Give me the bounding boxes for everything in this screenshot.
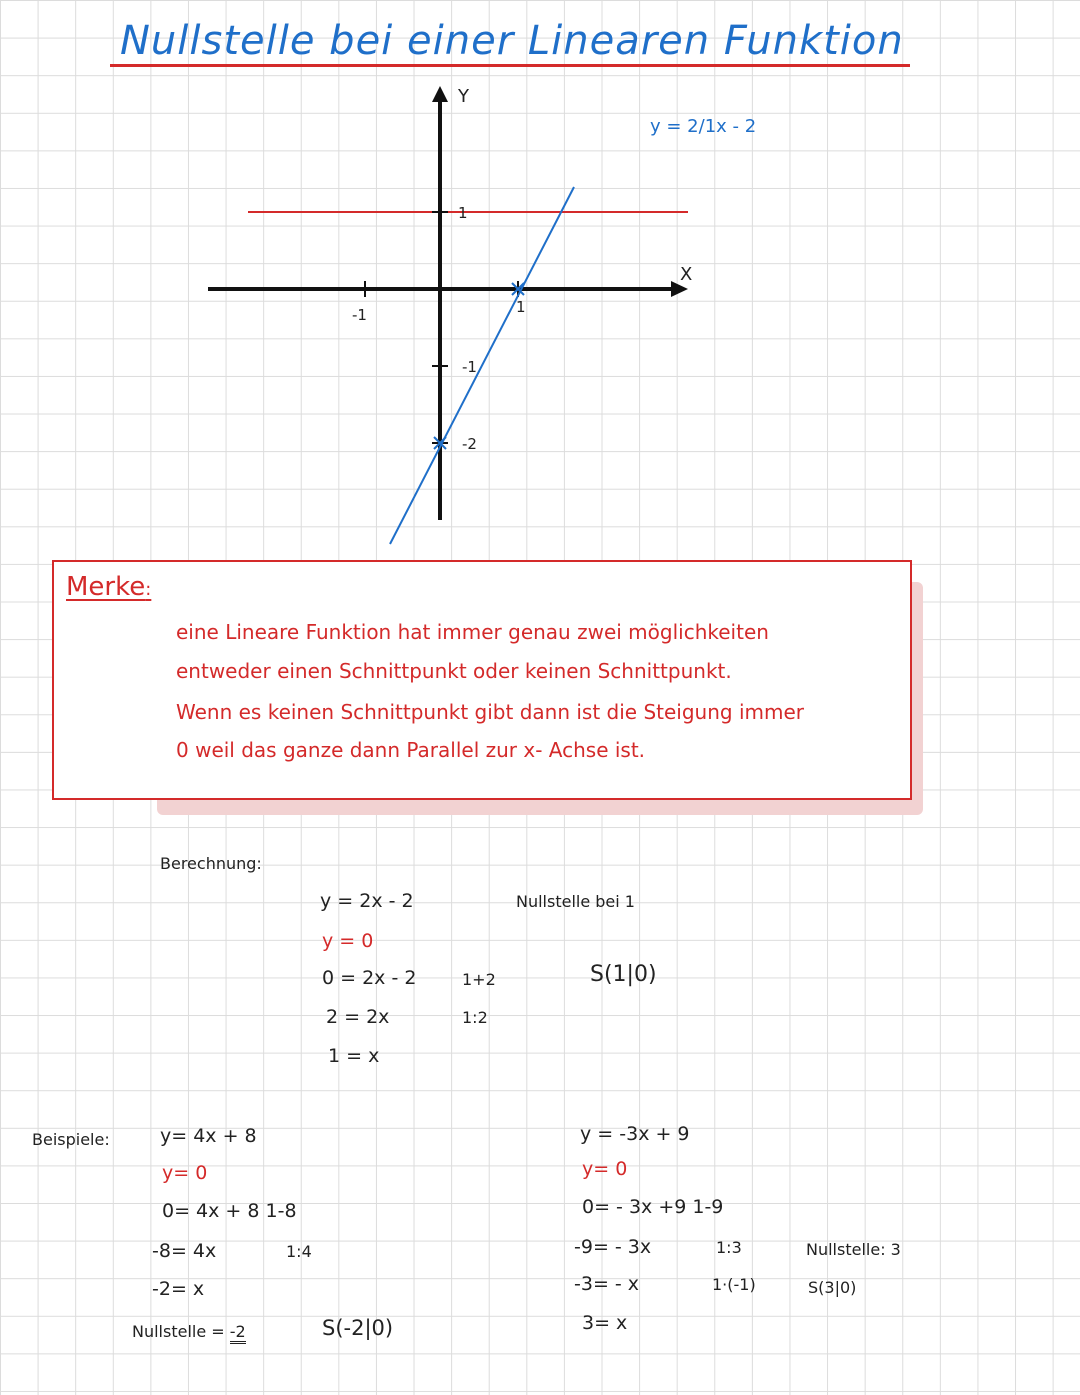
ex1-line-4: -8= 4x	[152, 1240, 217, 1262]
ex1-line-2: y= 0	[162, 1162, 208, 1184]
merke-line-2: entweder einen Schnittpunkt oder keinen Schnittpunkt.	[176, 659, 732, 683]
x-axis-label: X	[680, 264, 693, 285]
function-label: y = 2/1x - 2	[650, 116, 757, 137]
ex2-line-6: 3= x	[582, 1312, 628, 1334]
berechnung-line-2: y = 0	[322, 930, 374, 952]
ex2-line-3: 0= - 3x +9 1-9	[582, 1196, 724, 1218]
merke-colon: :	[145, 579, 152, 600]
berechnung-line-3: 0 = 2x - 2	[322, 967, 417, 989]
tick-label-x-pos1: 1	[516, 298, 526, 316]
merke-title: Merke:	[66, 572, 152, 602]
ex1-nullstelle-value: -2	[230, 1322, 246, 1344]
berechnung-line-4: 2 = 2x	[326, 1006, 390, 1028]
ex2-nullstelle: Nullstelle: 3	[806, 1240, 901, 1259]
y-axis-label: Y	[458, 86, 469, 107]
ex2-line-5: -3= - x	[574, 1273, 640, 1295]
ex2-line-2: y= 0	[582, 1158, 628, 1180]
beispiele-label: Beispiele:	[32, 1130, 110, 1149]
ex1-op: 1:4	[286, 1242, 312, 1261]
tick-label-y-pos1: 1	[458, 204, 468, 222]
berechnung-line-1: y = 2x - 2	[320, 890, 414, 912]
tick-label-y-neg1: -1	[462, 358, 477, 376]
coordinate-graph	[0, 0, 1080, 560]
ex1-line-5: -2= x	[152, 1278, 205, 1300]
berechnung-op-2: 1:2	[462, 1008, 488, 1027]
berechnung-label: Berechnung:	[160, 854, 262, 873]
y-axis-arrow	[432, 86, 448, 102]
berechnung-nullstelle: Nullstelle bei 1	[516, 892, 635, 911]
ex2-op-2: 1·(-1)	[712, 1275, 756, 1294]
page-title: Nullstelle bei einer Linearen Funktion	[120, 18, 904, 64]
merke-line-1: eine Lineare Funktion hat immer genau zwei möglichkeiten	[176, 620, 769, 644]
ex2-op-1: 1:3	[716, 1238, 742, 1257]
merke-line-4: 0 weil das ganze dann Parallel zur x- Achse ist.	[176, 738, 646, 762]
function-line	[390, 187, 574, 544]
ex2-point: S(3|0)	[808, 1278, 857, 1297]
ex2-line-1: y = -3x + 9	[580, 1123, 690, 1145]
ex1-point: S(-2|0)	[322, 1316, 394, 1340]
tick-label-x-neg1: -1	[352, 306, 367, 324]
ex1-nullstelle: Nullstelle = -2	[132, 1322, 246, 1341]
ex1-line-3: 0= 4x + 8 1-8	[162, 1200, 297, 1222]
ex2-line-4: -9= - 3x	[574, 1236, 652, 1258]
merke-line-3: Wenn es keinen Schnittpunkt gibt dann ist die Steigung immer	[176, 700, 804, 724]
berechnung-point: S(1|0)	[590, 962, 657, 987]
berechnung-op-1: 1+2	[462, 970, 496, 989]
berechnung-line-5: 1 = x	[328, 1045, 380, 1067]
ex1-line-1: y= 4x + 8	[160, 1125, 257, 1147]
tick-label-y-neg2: -2	[462, 435, 477, 453]
